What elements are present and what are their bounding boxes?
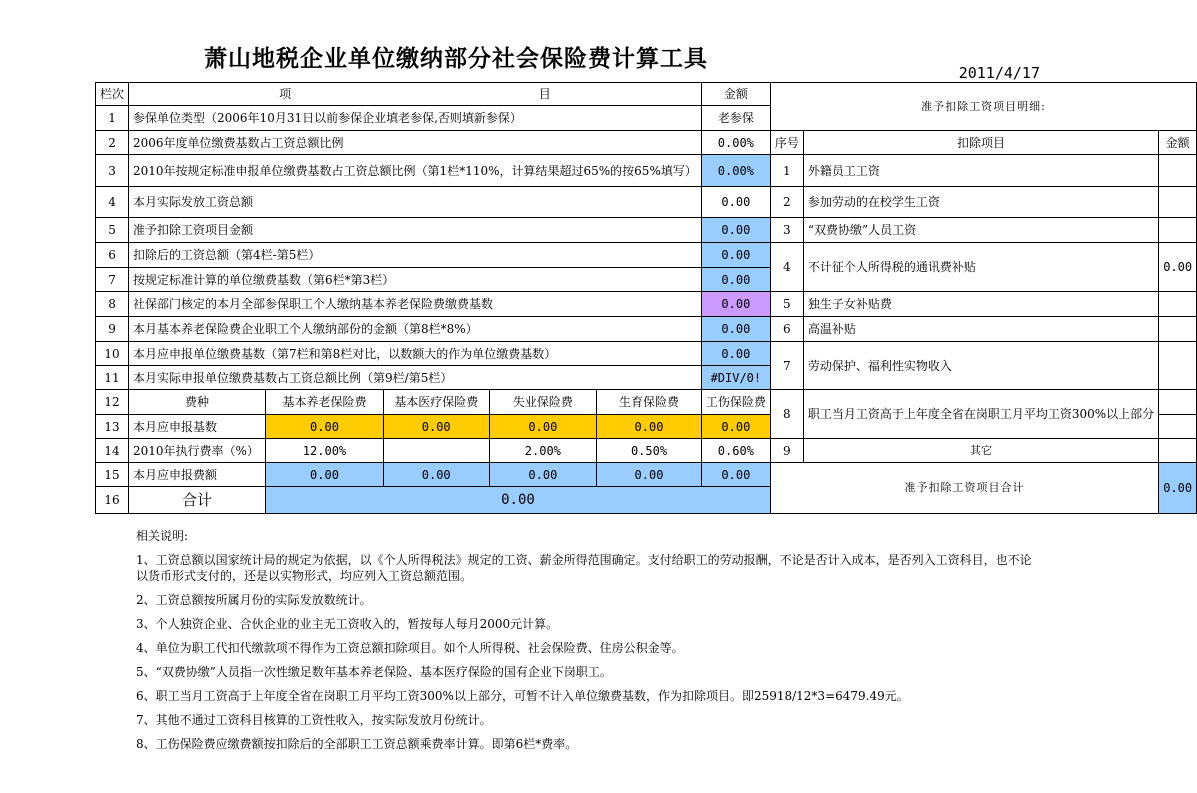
row-label: 按规定标准计算的单位缴费基数（第6栏*第3栏）: [129, 268, 702, 292]
deduct-item: 职工当月工资高于上年度全省在岗职工月平均工资300%以上部分: [803, 390, 1158, 439]
base-unemployment[interactable]: 0.00: [489, 415, 597, 439]
row-label: 本月实际申报单位缴费基数占工资总额比例（第9栏/第5栏）: [129, 366, 702, 390]
deduct-amount[interactable]: [1159, 155, 1197, 187]
deduct-item: 不计征个人所得税的通讯费补贴: [803, 243, 1158, 292]
row-no: 13: [96, 415, 129, 439]
base-medical[interactable]: 0.00: [383, 415, 489, 439]
deduct-total-value[interactable]: 0.00: [1159, 463, 1197, 514]
deduct-amount[interactable]: [1159, 218, 1197, 243]
page-title: 萧山地税企业单位缴纳部分社会保险费计算工具: [204, 46, 708, 72]
row-label: 本月实际发放工资总额: [129, 187, 702, 218]
row-5: [96, 218, 1197, 243]
rate-injury[interactable]: 0.60%: [701, 439, 770, 463]
deduct-item: 参加劳动的在校学生工资: [803, 187, 1158, 218]
fee-type-pension: 基本养老保险费: [266, 390, 384, 415]
deduct-no: 9: [770, 439, 803, 463]
note-item: 5、“双费协缴”人员指一次性缴足数年基本养老保险、基本医疗保险的国有企业下岗职工。: [136, 665, 612, 679]
total-label: 合计: [129, 487, 266, 514]
row-label: 2010年执行费率（%）: [129, 439, 266, 463]
note-item: 6、职工当月工资高于上年度全省在岗职工月平均工资300%以上部分，可暂不计入单位缴费基数，作为扣除项目。即25918/12*3=6479.49元。: [136, 689, 909, 703]
deduct-item: 外籍员工工资: [803, 155, 1158, 187]
note-item: 8、工伤保险费应缴费额按扣除后的全部职工工资总额乘费率计算。即第6栏*费率。: [136, 737, 578, 751]
deduct-no: 5: [770, 292, 803, 317]
notes-heading: 相关说明:: [136, 529, 189, 543]
row-no: 12: [96, 390, 129, 415]
row-label: 本月应申报单位缴费基数（第7栏和第8栏对比，以数额大的作为单位缴费基数）: [129, 342, 702, 366]
row-value[interactable]: 0.00: [701, 218, 770, 243]
deduct-no: 2: [770, 187, 803, 218]
insured-type-value[interactable]: 老参保: [701, 106, 770, 131]
row-6: [96, 243, 1197, 268]
row-value[interactable]: #DIV/0!: [701, 366, 770, 390]
amount-unemployment[interactable]: 0.00: [489, 463, 597, 487]
col-item-header: [129, 83, 702, 106]
deduct-no: 4: [770, 243, 803, 292]
deduct-col-no: 序号: [770, 131, 803, 155]
deduct-col-amount: 金额: [1159, 131, 1197, 155]
row-10: [96, 342, 1197, 366]
row-label: 扣除后的工资总额（第4栏-第5栏）: [129, 243, 702, 268]
deduct-no: 8: [770, 390, 803, 439]
deduct-no: 3: [770, 218, 803, 243]
rate-pension[interactable]: 12.00%: [266, 439, 384, 463]
deduct-amount[interactable]: [1159, 390, 1197, 415]
row-no: 15: [96, 463, 129, 487]
header-row: [96, 83, 1197, 106]
row-15: [96, 463, 1197, 487]
row-label: 社保部门核定的本月全部参保职工个人缴纳基本养老保险费缴费基数: [129, 292, 702, 317]
row-no: 8: [96, 292, 129, 317]
row-label: 参保单位类型（2006年10月31日以前参保企业填老参保,否则填新参保）: [129, 106, 702, 131]
row-14: [96, 439, 1197, 463]
row-4: [96, 187, 1197, 218]
row-9: [96, 317, 1197, 342]
row-no: 9: [96, 317, 129, 342]
total-value[interactable]: 0.00: [266, 487, 771, 514]
deduct-item: 其它: [803, 439, 1158, 463]
row-value[interactable]: 0.00%: [701, 131, 770, 155]
deduct-item: 独生子女补贴费: [803, 292, 1158, 317]
col-item-header-a: 项: [279, 87, 292, 101]
row-no: 10: [96, 342, 129, 366]
deduct-amount-empty: [1159, 415, 1197, 439]
row-8: [96, 292, 1197, 317]
row-no: 16: [96, 487, 129, 514]
row-value[interactable]: 0.00: [701, 187, 770, 218]
deduct-no: 1: [770, 155, 803, 187]
row-label: 2010年按规定标准申报单位缴费基数占工资总额比例（第1栏*110%，计算结果超过65%的按65%填写）: [129, 155, 702, 187]
row-value[interactable]: 0.00: [701, 317, 770, 342]
deduct-detail-title: 准予扣除工资项目明细:: [770, 83, 1196, 131]
row-label: 本月基本养老保险费企业职工个人缴纳部份的金额（第8栏*8%）: [129, 317, 702, 342]
row-label: 2006年度单位缴费基数占工资总额比例: [129, 131, 702, 155]
deduct-amount[interactable]: [1159, 439, 1197, 463]
rate-medical[interactable]: [383, 439, 489, 463]
fee-type-injury: 工伤保险费: [701, 390, 770, 415]
amount-medical[interactable]: 0.00: [383, 463, 489, 487]
deduct-amount[interactable]: 0.00: [1159, 243, 1197, 292]
row-label: 本月应申报费额: [129, 463, 266, 487]
deduct-amount[interactable]: [1159, 317, 1197, 342]
base-maternity[interactable]: 0.00: [597, 415, 702, 439]
row-no: 4: [96, 187, 129, 218]
deduct-amount[interactable]: [1159, 342, 1197, 390]
fee-type-unemployment: 失业保险费: [489, 390, 597, 415]
deduct-item: 高温补贴: [803, 317, 1158, 342]
date-cell: 2011/4/17: [958, 64, 1040, 82]
row-value[interactable]: 0.00: [701, 292, 770, 317]
row-label: 准予扣除工资项目金额: [129, 218, 702, 243]
note-item: 4、单位为职工代扣代缴款项不得作为工资总额扣除项目。如个人所得税、社会保险费、住房公积金等。: [136, 641, 684, 655]
deduct-item: “双费协缴”人员工资: [803, 218, 1158, 243]
row-no: 1: [96, 106, 129, 131]
fee-type-maternity: 生育保险费: [597, 390, 702, 415]
row-no: 7: [96, 268, 129, 292]
amount-injury[interactable]: 0.00: [701, 463, 770, 487]
base-pension[interactable]: 0.00: [266, 415, 384, 439]
row-12: [96, 390, 1197, 415]
row-2: [96, 131, 1197, 155]
row-value[interactable]: 0.00: [701, 342, 770, 366]
base-injury[interactable]: 0.00: [701, 415, 770, 439]
calc-sheet: [95, 82, 1197, 514]
col-amount-header: 金额: [701, 83, 770, 106]
fee-type-header: 费种: [129, 390, 266, 415]
rate-unemployment[interactable]: 2.00%: [489, 439, 597, 463]
amount-maternity[interactable]: 0.00: [597, 463, 702, 487]
row-no: 14: [96, 439, 129, 463]
row-value[interactable]: 0.00%: [701, 155, 770, 187]
note-item: 3、个人独资企业、合伙企业的业主无工资收入的，暂按每人每月2000元计算。: [136, 617, 559, 631]
deduct-col-item: 扣除项目: [803, 131, 1158, 155]
notes-section: [136, 528, 1036, 760]
deduct-amount[interactable]: [1159, 187, 1197, 218]
deduct-no: 6: [770, 317, 803, 342]
row-no: 3: [96, 155, 129, 187]
row-value[interactable]: 0.00: [701, 268, 770, 292]
row-value[interactable]: 0.00: [701, 243, 770, 268]
row-3: [96, 155, 1197, 187]
rate-maternity[interactable]: 0.50%: [597, 439, 702, 463]
row-label: 本月应申报基数: [129, 415, 266, 439]
row-no: 11: [96, 366, 129, 390]
note-item: 1、工资总额以国家统计局的规定为依据，以《个人所得税法》规定的工资、薪金所得范围确定。支付给职工的劳动报酬，不论是否计入成本，是否列入工资科目，也不论以货币形式支付的，还是以实物形式，均应列入工资总额范围。: [136, 553, 1032, 583]
deduct-total-label: 准予扣除工资项目合计: [770, 463, 1158, 514]
deduct-no: 7: [770, 342, 803, 390]
row-no: 2: [96, 131, 129, 155]
fee-type-medical: 基本医疗保险费: [383, 390, 489, 415]
deduct-item: 劳动保护、福利性实物收入: [803, 342, 1158, 390]
col-no-header: 栏次: [96, 83, 129, 106]
deduct-amount[interactable]: [1159, 292, 1197, 317]
col-item-header-b: 目: [538, 87, 551, 101]
row-no: 6: [96, 243, 129, 268]
row-no: 5: [96, 218, 129, 243]
note-item: 2、工资总额按所属月份的实际发放数统计。: [136, 593, 372, 607]
amount-pension[interactable]: 0.00: [266, 463, 384, 487]
note-item: 7、其他不通过工资科目核算的工资性收入，按实际发放月份统计。: [136, 713, 492, 727]
